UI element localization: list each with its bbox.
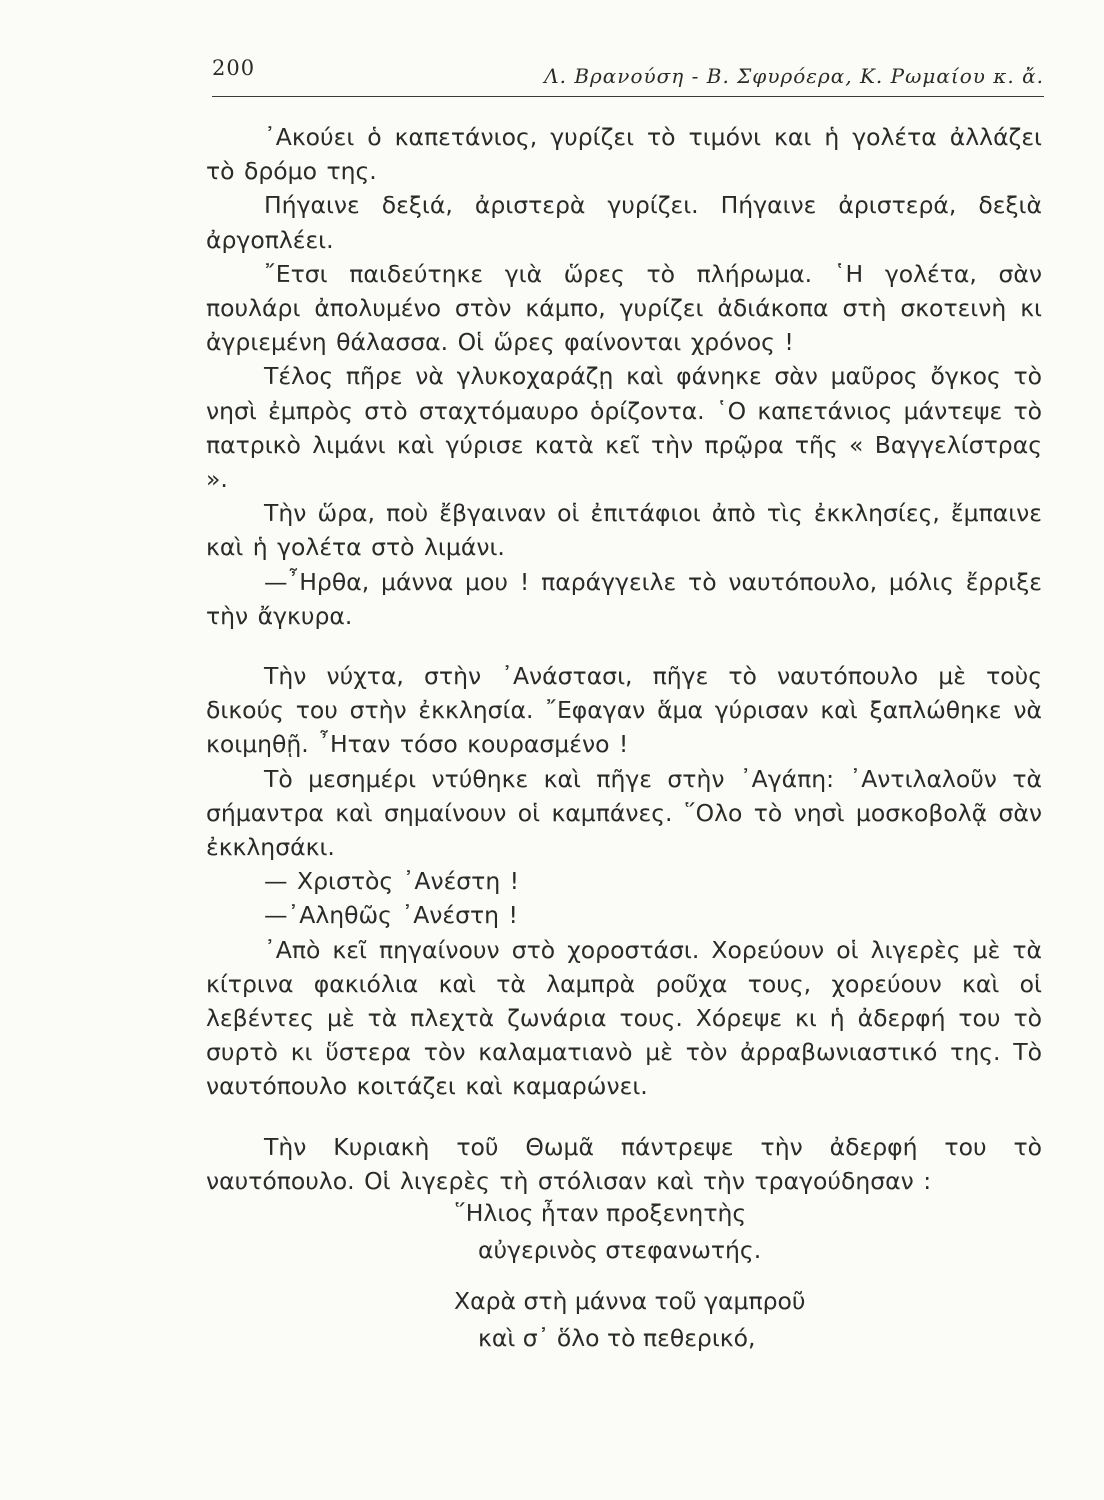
poem-verse: ῞Ηλιος ἦταν προξενητὴς xyxy=(454,1199,747,1227)
poem-verse: Χαρὰ στὴ μάννα τοῦ γαμπροῦ xyxy=(454,1287,806,1315)
paragraph: Τέλος πῆρε νὰ γλυκοχαράζῃ καὶ φάνηκε σὰν μαῦρος ὄγκος τὸ νησὶ ἐμπρὸς στὸ σταχτόμαυρο ὁρίζοντα. ῾Ο καπετάνιος μάντεψε τὸ πατρικὸ λιμάνι καὶ γύρισε κατὰ κεῖ τὴν πρῷρα τῆς « Βαγγελίστρας ». xyxy=(206,362,1042,494)
poem-stanza xyxy=(454,1283,1042,1357)
poem-verse: αὐγερινὸς στεφανωτής. xyxy=(478,1236,762,1264)
paragraph: Τὴν Κυριακὴ τοῦ Θωμᾶ πάντρεψε τὴν ἀδερφή του τὸ ναυτόπουλο. Οἱ λιγερὲς τὴ στόλισαν καὶ τὴν τραγούδησαν : xyxy=(206,1132,1042,1195)
paragraph: ᾿Απὸ κεῖ πηγαίνουν στὸ χοροστάσι. Χορεύουν οἱ λιγερὲς μὲ τὰ κίτρινα φακιόλια καὶ τὰ λαμπρὰ ροῦχα τους, χορεύουν καὶ οἱ λεβέντες μὲ τὰ πλεχτὰ ζωνάρια τους. Χόρεψε κι ἡ ἀδερφή του τὸ συρτὸ κι ὕστερα τὸν καλαματιανὸ μὲ τὸν ἀρραβωνιαστικό της. Τὸ ναυτόπουλο κοιτάζει καὶ καμαρώνει. xyxy=(206,935,1042,1101)
paragraph: Τὴν ὥρα, ποὺ ἔβγαιναν οἱ ἐπιτάφιοι ἀπὸ τὶς ἐκκλησίες, ἔμπαινε καὶ ἡ γολέτα στὸ λιμάνι. xyxy=(206,499,1042,562)
paragraph: ᾿Ακούει ὁ καπετάνιος, γυρίζει τὸ τιμόνι και ἡ γολέτα ἀλλάζει τὸ δρόμο της. xyxy=(206,123,1042,186)
dialogue-line: — Χριστὸς ᾿Ανέστη ! xyxy=(264,867,520,896)
page-number: 200 xyxy=(212,56,256,80)
paragraph: ῎Ετσι παιδεύτηκε γιὰ ὥρες τὸ πλήρωμα. ῾Η γολέτα, σὰν πουλάρι ἀπολυμένο στὸν κάμπο, γυρίζει ἀδιάκοπα στὴ σκοτεινὴ κι ἀγριεμένη θάλασσα. Οἱ ὥρες φαίνονται χρόνος ! xyxy=(206,259,1042,357)
running-head: Λ. Βρανούση - Β. Σφυρόερα, Κ. Ρωμαίου κ. ἄ. xyxy=(544,64,1044,88)
poem-stanza xyxy=(454,1195,1042,1269)
paragraph: Πήγαινε δεξιά, ἀριστερὰ γυρίζει. Πήγαινε ἀριστερά, δεξιὰ ἀργοπλέει. xyxy=(206,191,1042,254)
page-header xyxy=(212,50,1044,97)
poem-verse: καὶ σ᾿ ὅλο τὸ πεθερικό, xyxy=(478,1324,756,1352)
paragraph: Τὸ μεσημέρι ντύθηκε καὶ πῆγε στὴν ᾿Αγάπη: ᾿Αντιλαλοῦν τὰ σήμαντρα καὶ σημαίνουν οἱ καμπάνες. ῞Ολο τὸ νησὶ μοσκοβολᾷ σὰν ἐκκλησάκι. xyxy=(206,764,1042,862)
dialogue-line: —᾿Αληθῶς ᾿Ανέστη ! xyxy=(264,901,518,930)
dialogue-line: —῏Ηρθα, μάννα μου ! παράγγειλε τὸ ναυτόπουλο, μόλις ἔρριξε τὴν ἄγκυρα. xyxy=(206,567,1042,630)
paragraph: Τὴν νύχτα, στὴν ᾿Ανάστασι, πῆγε τὸ ναυτόπουλο μὲ τοὺς δικούς του στὴν ἐκκλησία. ῎Εφαγαν ἅμα γύρισαν καὶ ξαπλώθηκε νὰ κοιμηθῇ. ῏Ηταν τόσο κουρασμένο ! xyxy=(206,662,1042,759)
body-text xyxy=(206,120,1042,1198)
poem xyxy=(206,1195,1042,1357)
